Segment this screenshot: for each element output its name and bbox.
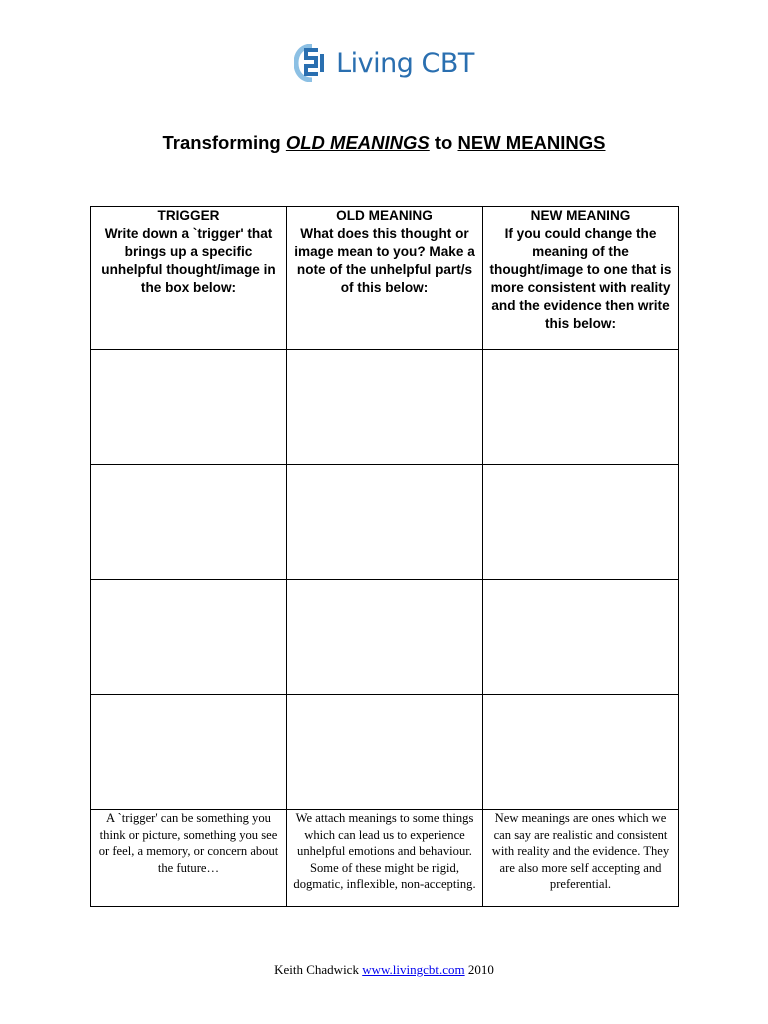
new-meaning-note: New meanings are ones which we can say are realistic and consistent with reality and the evidence. They are also more self accepting and preferential. bbox=[483, 810, 679, 907]
new-meaning-entry-cell[interactable] bbox=[483, 465, 679, 580]
old-meaning-entry-cell[interactable] bbox=[287, 465, 483, 580]
trigger-note: A `trigger' can be something you think or picture, something you see or feel, a memory, or concern about the future… bbox=[91, 810, 287, 907]
new-meaning-entry-cell[interactable] bbox=[483, 695, 679, 810]
header-row bbox=[91, 207, 679, 350]
header-old-meaning-heading: OLD MEANING bbox=[336, 208, 433, 223]
notes-row bbox=[91, 810, 679, 907]
title-connector: to bbox=[434, 132, 453, 153]
entry-row-1 bbox=[91, 350, 679, 465]
header-new-meaning bbox=[483, 207, 679, 350]
worksheet-table bbox=[90, 206, 679, 907]
entry-row-4 bbox=[91, 695, 679, 810]
logo bbox=[0, 44, 768, 82]
new-meaning-entry-cell[interactable] bbox=[483, 350, 679, 465]
title-prefix: Transforming bbox=[162, 132, 281, 153]
header-trigger-heading: TRIGGER bbox=[157, 208, 220, 223]
living-cbt-logo-icon bbox=[294, 44, 330, 82]
trigger-entry-cell[interactable] bbox=[91, 350, 287, 465]
footer-author: Keith Chadwick bbox=[274, 962, 359, 977]
new-meaning-entry-cell[interactable] bbox=[483, 580, 679, 695]
header-old-meaning bbox=[287, 207, 483, 350]
title-old-meanings: OLD MEANINGS bbox=[285, 132, 430, 153]
header-new-meaning-instruction: If you could change the meaning of the thought/image to one that is more consistent with reality and the evidence then write this below: bbox=[489, 226, 672, 331]
header-trigger bbox=[91, 207, 287, 350]
old-meaning-entry-cell[interactable] bbox=[287, 580, 483, 695]
header-trigger-instruction: Write down a `trigger' that brings up a specific unhelpful thought/image in the box below: bbox=[101, 226, 276, 295]
entry-row-2 bbox=[91, 465, 679, 580]
footer-website-link[interactable]: www.livingcbt.com bbox=[362, 962, 465, 977]
footer bbox=[0, 962, 768, 978]
old-meaning-note: We attach meanings to some things which can lead us to experience unhelpful emotions and behaviour. Some of these might be rigid, dogmatic, inflexible, non-accepting. bbox=[287, 810, 483, 907]
old-meaning-entry-cell[interactable] bbox=[287, 350, 483, 465]
trigger-entry-cell[interactable] bbox=[91, 580, 287, 695]
trigger-entry-cell[interactable] bbox=[91, 465, 287, 580]
footer-year: 2010 bbox=[467, 962, 494, 977]
trigger-entry-cell[interactable] bbox=[91, 695, 287, 810]
logo-text: Living CBT bbox=[336, 47, 474, 79]
header-old-meaning-instruction: What does this thought or image mean to you? Make a note of the unhelpful part/s of this below: bbox=[294, 226, 475, 295]
page-title bbox=[0, 132, 768, 154]
entry-row-3 bbox=[91, 580, 679, 695]
header-new-meaning-heading: NEW MEANING bbox=[530, 208, 631, 223]
title-new-meanings: NEW MEANINGS bbox=[457, 132, 606, 153]
old-meaning-entry-cell[interactable] bbox=[287, 695, 483, 810]
